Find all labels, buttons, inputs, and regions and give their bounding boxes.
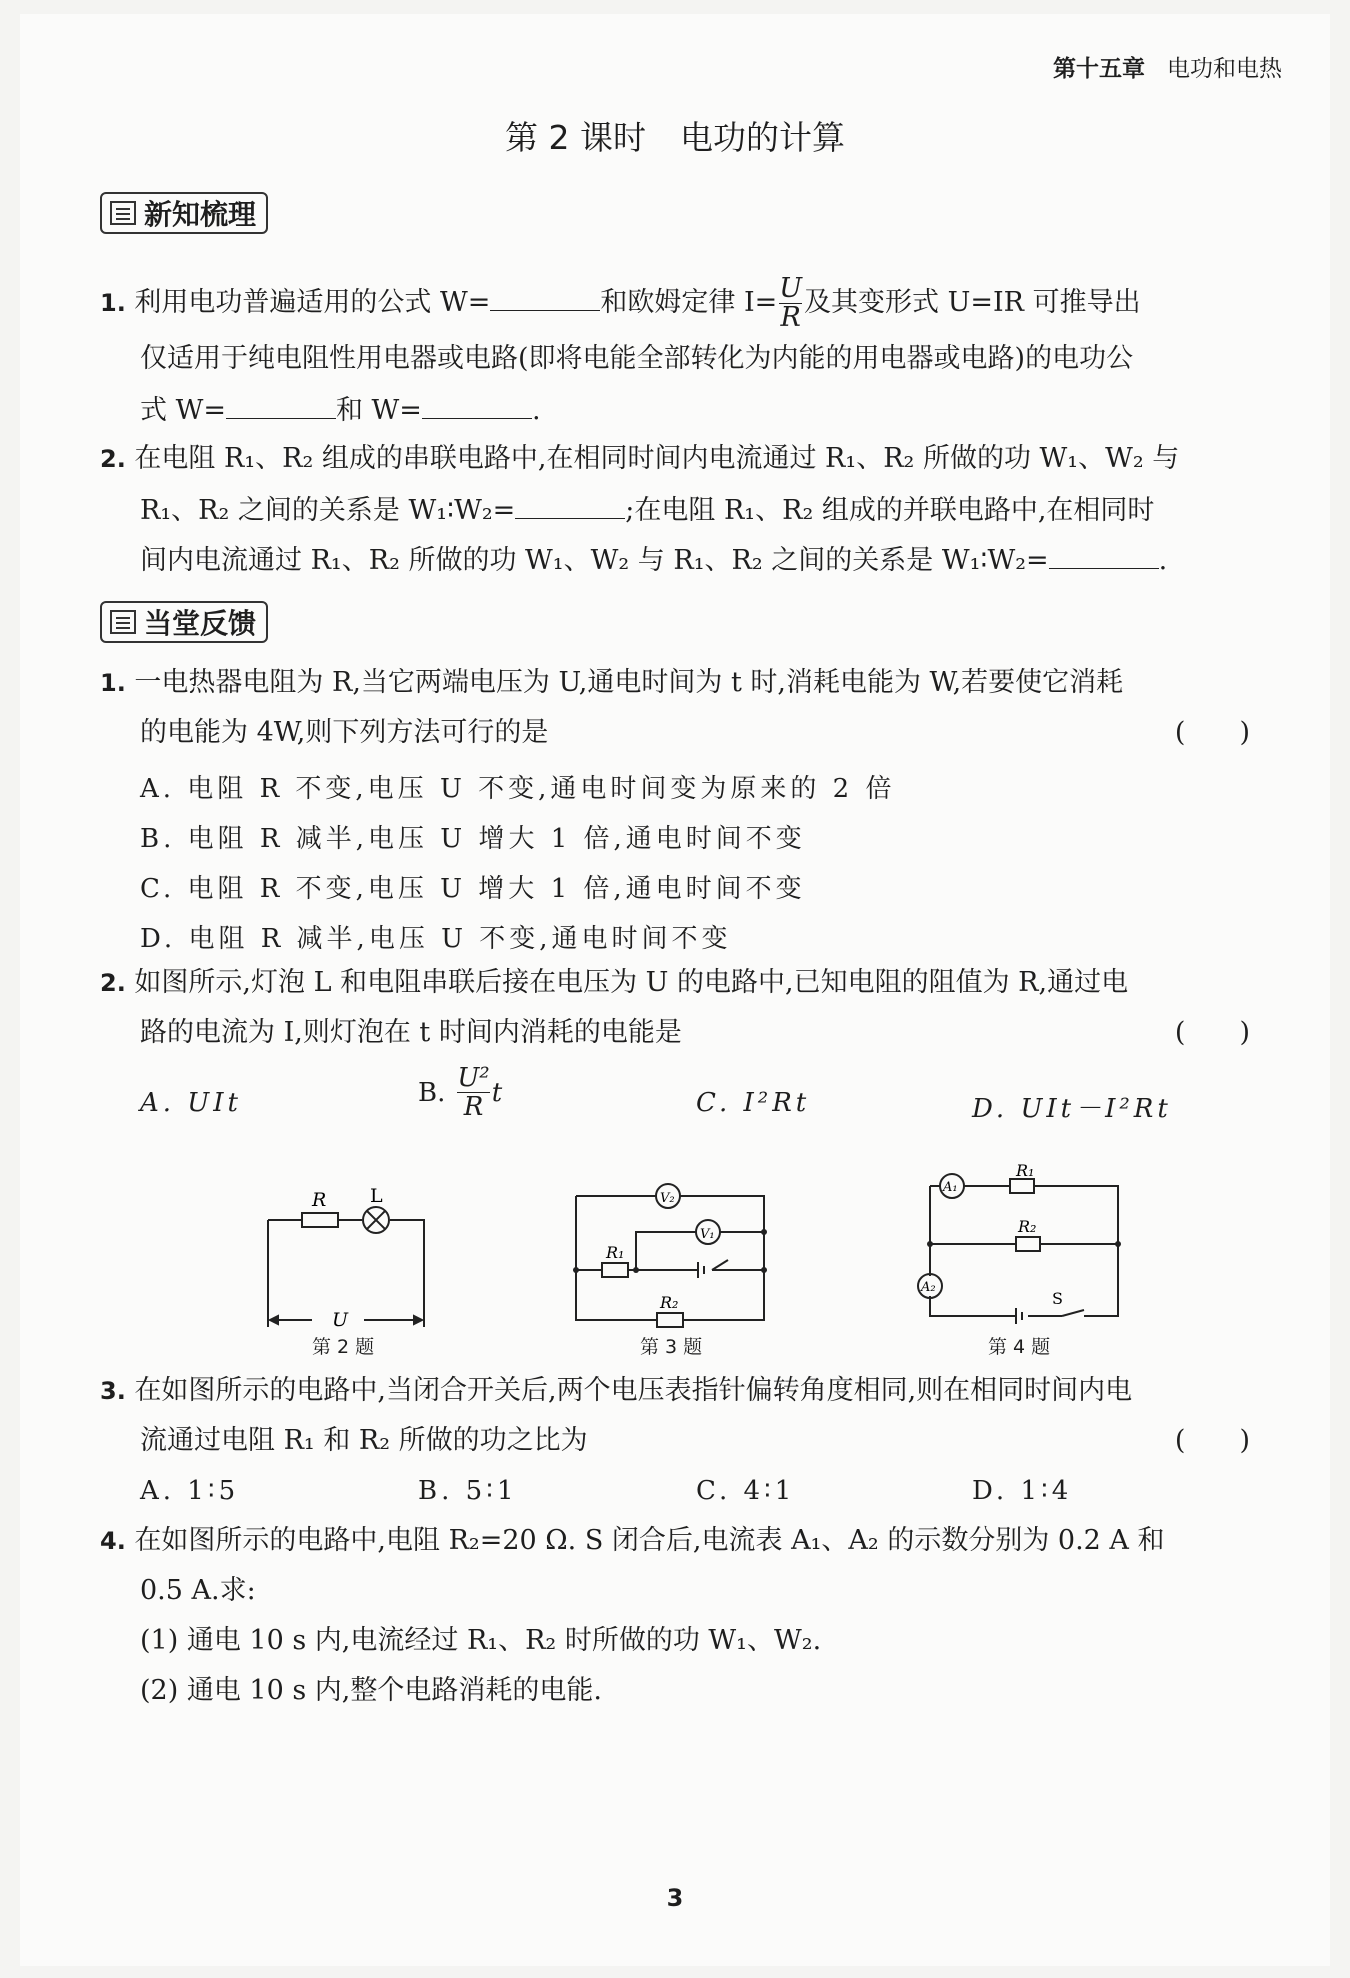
lesson-heading: 电功的计算 [679,118,845,157]
question-number: 2. [100,969,126,997]
fb-q2-line1 [100,968,1128,998]
question-number: 2. [100,445,126,473]
figure-4-caption: 第 4 题 [988,1336,1051,1358]
option-d[interactable]: D. 电阻 R 减半,电压 U 不变,通电时间不变 [140,924,732,954]
option-c[interactable]: C. I²Rt [696,1088,811,1118]
section-label: 新知梳理 [144,198,257,231]
note-q1-line1 [100,275,1141,332]
resistor-r1-label: R₁ [606,1243,625,1262]
answer-blank[interactable] [515,494,625,519]
answer-blank[interactable] [226,394,336,419]
fb-q4-sub2: (2) 通电 10 s 内,整个电路消耗的电能. [140,1675,602,1706]
text: 及其变形式 U=IR 可推导出 [804,287,1141,318]
answer-blank[interactable] [490,286,600,311]
question-number: 1. [100,669,126,697]
lesson-title [0,112,1350,159]
denominator: R [780,302,801,333]
voltmeter-v2-label: V₂ [660,1191,675,1206]
option-a[interactable]: A. UIt [140,1088,242,1118]
text: 利用电功普遍适用的公式 W= [134,287,491,318]
resistor-r1-label: R₁ [1016,1164,1035,1180]
lesson-number: 第 2 课时 [505,118,646,157]
option-c[interactable]: C. 电阻 R 不变,电压 U 增大 1 倍,通电时间不变 [140,874,806,904]
book-icon [110,201,136,225]
fraction [457,1064,489,1121]
answer-blank[interactable] [1049,544,1159,569]
text: 和欧姆定律 I= [600,287,778,318]
ammeter-a2-label: A₂ [921,1280,936,1295]
fb-q1-line1 [100,668,1123,698]
fb-q4-line1 [100,1526,1165,1556]
lamp-label: L [370,1185,383,1207]
option-b[interactable]: B. 电阻 R 减半,电压 U 增大 1 倍,通电时间不变 [140,824,806,854]
question-number: 3. [100,1377,126,1405]
text: 在如图所示的电路中,当闭合开关后,两个电压表指针偏转角度相同,则在相同时间内电 [134,1375,1133,1406]
text: 间内电流通过 R₁、R₂ 所做的功 W₁、W₂ 与 R₁、R₂ 之间的关系是 W₁∶W₂= [140,545,1049,576]
running-header [1053,50,1282,83]
page-number: 3 [666,1884,684,1912]
section-label: 当堂反馈 [144,607,257,640]
text: R₁、R₂ 之间的关系是 W₁∶W₂= [140,495,516,526]
option-d[interactable]: D. UIt－I²Rt [972,1094,1172,1124]
fb-q4-line2: 0.5 A.求: [140,1575,256,1606]
text: t [491,1077,503,1108]
text: 一电热器电阻为 R,当它两端电压为 U,通电时间为 t 时,消耗电能为 W,若要使它消耗 [134,667,1124,698]
note-q1-line3 [140,394,541,426]
text: 在如图所示的电路中,电阻 R₂=20 Ω. S 闭合后,电流表 A₁、A₂ 的示数分别为 0.2 A 和 [134,1525,1165,1556]
resistor-label: R [312,1189,327,1211]
resistor-r2-label: R₂ [660,1293,679,1312]
figure-2-caption: 第 2 题 [312,1336,375,1358]
text: 和 W= [335,395,422,426]
figure-3-circuit [570,1182,770,1332]
denominator: R [463,1092,484,1122]
text: 如图所示,灯泡 L 和电阻串联后接在电压为 U 的电路中,已知电阻的阻值为 R,通过电 [134,967,1129,998]
option-b[interactable]: B. 5∶1 [418,1476,518,1506]
fb-q1-line2: 的电能为 4W,则下列方法可行的是 [140,717,549,748]
note-q2-line1 [100,444,1179,474]
text: 式 W= [140,395,226,426]
question-number: 4. [100,1527,126,1555]
topic-label: 电功和电热 [1167,56,1282,82]
option-a[interactable]: A. 1∶5 [140,1476,240,1506]
option-d[interactable]: D. 1∶4 [972,1476,1073,1506]
figure-4-circuit [912,1164,1132,1324]
option-letter: B. [418,1077,446,1108]
switch-label: S [1052,1289,1063,1308]
question-number: 1. [100,289,126,317]
text: 在电阻 R₁、R₂ 组成的串联电路中,在相同时间内电流通过 R₁、R₂ 所做的功 W₁、W₂ 与 [134,443,1180,474]
option-a[interactable]: A. 电阻 R 不变,电压 U 不变,通电时间变为原来的 2 倍 [140,774,896,804]
figure-2-circuit [260,1170,440,1340]
section-classroom-feedback [100,601,268,643]
note-q1-line2: 仅适用于纯电阻性用电器或电路(即将电能全部转化为内能的用电器或电路)的电功公 [140,343,1134,374]
option-b[interactable] [418,1064,502,1121]
fb-q3-line1 [100,1376,1132,1406]
resistor-r2-label: R₂ [1018,1217,1037,1236]
fb-q3-line2: 流通过电阻 R₁ 和 R₂ 所做的功之比为 [140,1425,588,1456]
numerator: U [779,273,803,304]
pencil-icon [110,610,136,634]
text: ;在电阻 R₁、R₂ 组成的并联电路中,在相同时 [625,495,1155,526]
answer-paren[interactable]: ( ) [1174,1425,1250,1456]
ammeter-a1-label: A₁ [943,1180,958,1195]
answer-paren[interactable]: ( ) [1174,1017,1250,1048]
text: . [531,395,541,426]
section-new-knowledge [100,192,268,234]
answer-paren[interactable]: ( ) [1174,717,1250,748]
note-q2-line2 [140,494,1154,526]
text: . [1158,545,1168,576]
chapter-label: 第十五章 [1053,56,1145,82]
answer-blank[interactable] [422,394,532,419]
voltage-label: U [332,1309,349,1331]
option-c[interactable]: C. 4∶1 [696,1476,796,1506]
numerator: U² [457,1063,490,1093]
figure-3-caption: 第 3 题 [640,1336,703,1358]
fraction [779,275,802,332]
note-q2-line3 [140,544,1167,576]
voltmeter-v1-label: V₁ [700,1227,715,1242]
fb-q2-line2: 路的电流为 I,则灯泡在 t 时间内消耗的电能是 [140,1017,682,1048]
fb-q4-sub1: (1) 通电 10 s 内,电流经过 R₁、R₂ 时所做的功 W₁、W₂. [140,1625,822,1656]
